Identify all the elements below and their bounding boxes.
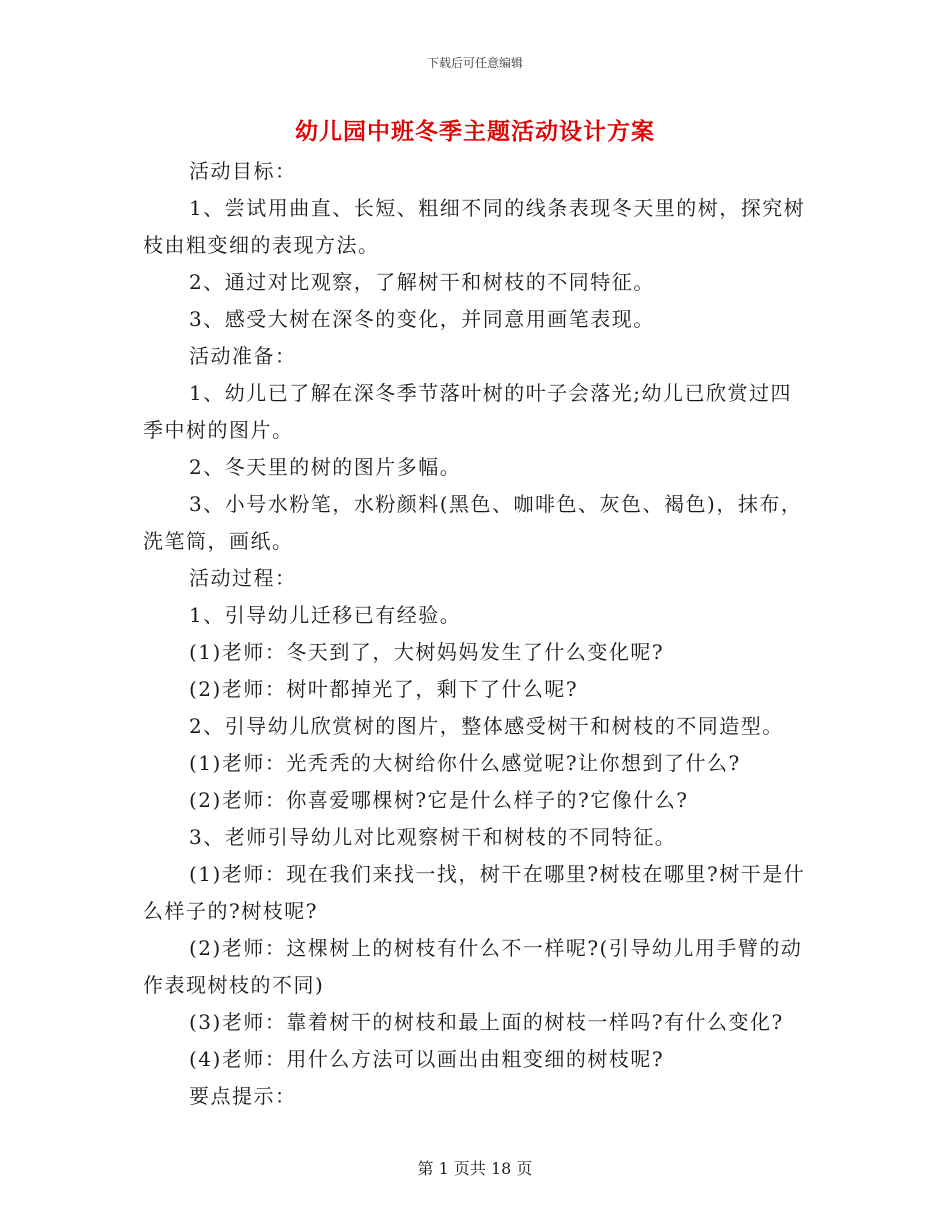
paragraph: 活动目标： — [189, 159, 297, 183]
paragraph: 1、尝试用曲直、长短、粗细不同的线条表现冬天里的树，探究树枝由粗变细的表现方法。 — [143, 196, 806, 257]
paragraph: (1)老师：光秃秃的大树给你什么感觉呢?让你想到了什么? — [189, 751, 741, 775]
paragraph: 3、感受大树在深冬的变化，并同意用画笔表现。 — [189, 307, 655, 331]
paragraph: 活动准备： — [189, 344, 297, 368]
paragraph: (3)老师：靠着树干的树枝和最上面的树枝一样吗?有什么变化? — [189, 1010, 784, 1034]
document-body — [143, 153, 809, 1115]
paragraph: 2、引导幼儿欣赏树的图片，整体感受树干和树枝的不同造型。 — [189, 714, 784, 738]
paragraph: (1)老师：现在我们来找一找，树干在哪里?树枝在哪里?树干是什么样子的?树枝呢? — [143, 862, 806, 923]
paragraph: (2)老师：树叶都掉光了，剩下了什么呢? — [189, 677, 579, 701]
page-header-note: 下载后可任意编辑 — [426, 56, 523, 70]
document-title: 幼儿园中班冬季主题活动设计方案 — [295, 118, 655, 145]
paragraph: 要点提示： — [189, 1084, 297, 1108]
paragraph: (2)老师：这棵树上的树枝有什么不一样呢?(引导幼儿用手臂的动作表现树枝的不同) — [143, 936, 803, 997]
paragraph: (1)老师：冬天到了，大树妈妈发生了什么变化呢? — [189, 640, 665, 664]
paragraph: 3、老师引导幼儿对比观察树干和树枝的不同特征。 — [189, 825, 677, 849]
paragraph: 活动过程： — [189, 566, 297, 590]
paragraph: 2、冬天里的树的图片多幅。 — [189, 455, 462, 479]
page-number: 第 1 页共 18 页 — [417, 1159, 533, 1178]
paragraph: 3、小号水粉笔，水粉颜料(黑色、咖啡色、灰色、褐色)，抹布，洗笔筒，画纸。 — [143, 492, 803, 553]
paragraph: 2、通过对比观察，了解树干和树枝的不同特征。 — [189, 270, 655, 294]
paragraph: (2)老师：你喜爱哪棵树?它是什么样子的?它像什么? — [189, 788, 689, 812]
paragraph: 1、引导幼儿迁移已有经验。 — [189, 603, 462, 627]
paragraph: 1、幼儿已了解在深冬季节落叶树的叶子会落光;幼儿已欣赏过四季中树的图片。 — [143, 381, 792, 442]
paragraph: (4)老师：用什么方法可以画出由粗变细的树枝呢? — [189, 1047, 665, 1071]
